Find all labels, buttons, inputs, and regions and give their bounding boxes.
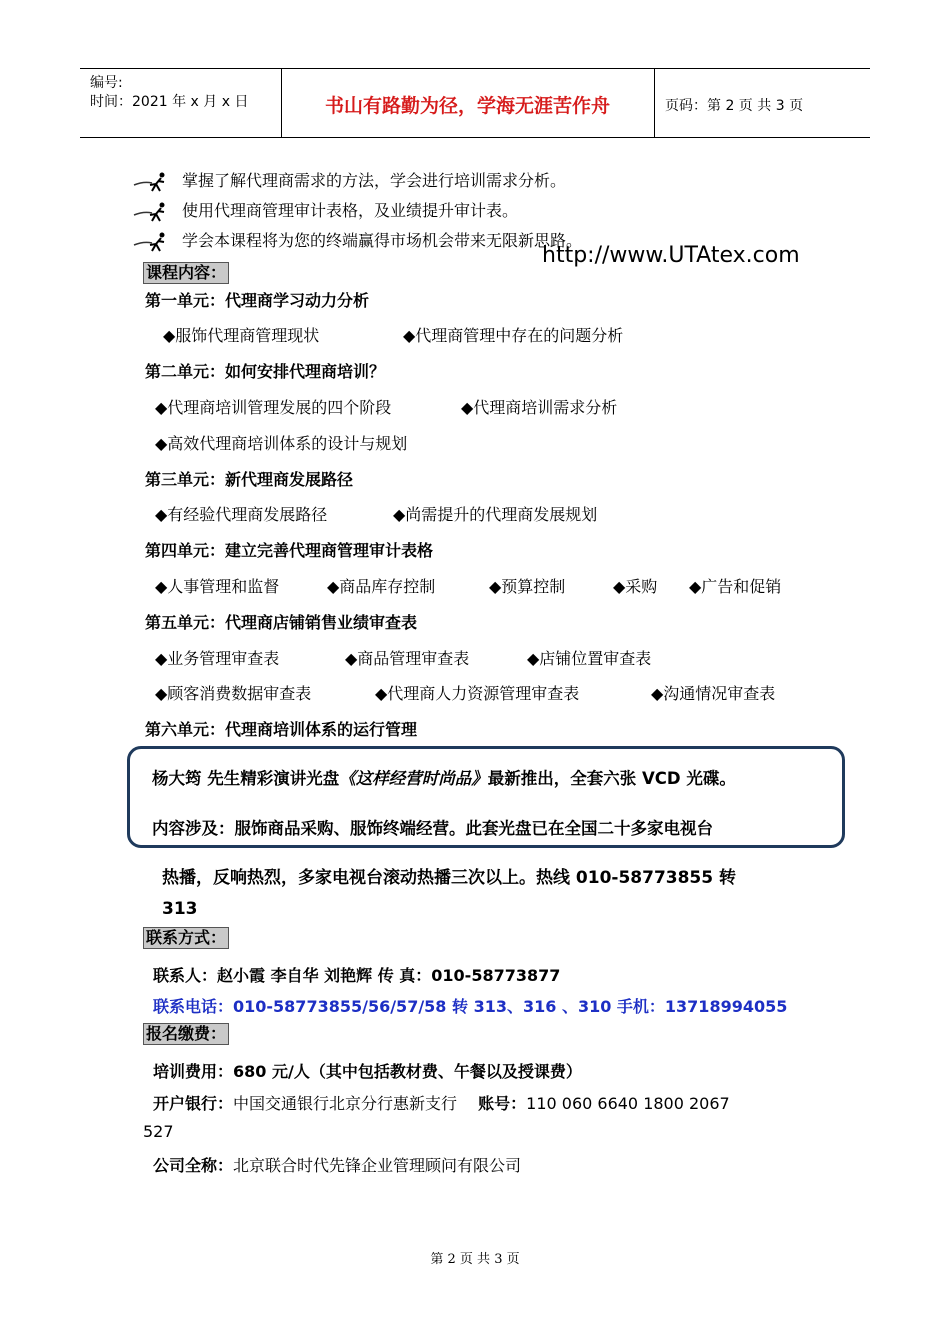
signup-heading: 报名缴费： [143,1023,229,1045]
contact-heading: 联系方式： [143,927,229,949]
runner-icon [132,171,174,193]
fee-line: 培训费用：680 元/人（其中包括教材费、午餐以及授课费） [153,1062,582,1081]
unit-item: ◆代理商管理中存在的问题分析 [403,326,624,345]
unit-item: ◆商品库存控制 [327,577,436,596]
goal-bullet [132,198,518,224]
page-label: 页码：第 2 页 共 3 页 [665,98,804,114]
account-continued: 527 [143,1122,174,1141]
unit-item: ◆顾客消费数据审查表 [155,684,312,703]
promo-release: 最新推出，全套六张 VCD 光碟。 [487,769,736,788]
header-left-cell [80,69,282,137]
promo-line-3: 热播，反响热烈，多家电视台滚动热播三次以上。热线 010-58773855 转 [162,868,737,888]
contact-persons: 联系人：赵小霞 李自华 刘艳辉 传 真：010-58773877 [153,966,561,985]
goal-text: 掌握了解代理商需求的方法，学会进行培训需求分析。 [182,171,567,190]
unit-item: ◆服饰代理商管理现状 [163,326,320,345]
unit-2-title: 第二单元：如何安排代理商培训？ [145,362,386,381]
company-label: 公司全称： [153,1156,234,1175]
code-label: 编号: [90,75,123,91]
unit-5-title: 第五单元：代理商店铺销售业绩审查表 [145,613,418,632]
motto: 书山有路勤为径，学海无涯苦作舟 [324,95,610,117]
unit-item: ◆业务管理审查表 [155,649,280,668]
unit-item: ◆预算控制 [489,577,566,596]
unit-item: ◆广告和促销 [689,577,782,596]
course-heading: 课程内容： [143,262,229,284]
account-value: 110 060 6640 1800 2067 [526,1094,730,1113]
promo-line-1 [152,765,736,789]
unit-1-title: 第一单元：代理商学习动力分析 [145,291,370,310]
unit-4-title: 第四单元：建立完善代理商管理审计表格 [145,541,434,560]
time-label: 时间：2021 年 x 月 x 日 [90,94,249,110]
promo-line-2: 内容涉及：服饰商品采购、服饰终端经营。此套光盘已在全国二十多家电视台 [152,819,713,838]
watermark-url: http://www.UTAtex.com [542,243,800,268]
company-line [153,1153,521,1176]
bank-label: 开户银行： [153,1094,234,1113]
promo-disc-title: 《这样经营时尚品》 [339,769,488,788]
unit-6-title: 第六单元：代理商培训体系的运行管理 [145,720,418,739]
runner-icon [132,201,174,223]
company-value: 北京联合时代先锋企业管理顾问有限公司 [233,1156,522,1175]
unit-3-title: 第三单元：新代理商发展路径 [145,470,354,489]
account-label: 账号： [478,1094,527,1113]
header-right-cell [654,69,871,137]
goal-text: 使用代理商管理审计表格，及业绩提升审计表。 [182,201,519,220]
unit-item: ◆商品管理审查表 [345,649,470,668]
unit-item: ◆店铺位置审查表 [527,649,652,668]
page-header [80,68,870,138]
promo-line-4: 313 [162,899,198,919]
goal-bullet [132,168,566,194]
goal-text: 学会本课程将为您的终端赢得市场机会带来无限新思路。 [182,231,583,250]
promo-speaker: 杨大筠 先生精彩演讲光盘 [152,769,340,788]
page-footer: 第 2 页 共 3 页 [430,1252,520,1267]
bank-line [153,1091,730,1114]
unit-item: ◆采购 [613,577,658,596]
bank-value: 中国交通银行北京分行惠新支行 [233,1094,458,1113]
unit-item: ◆代理商人力资源管理审查表 [375,684,580,703]
unit-item: ◆有经验代理商发展路径 [155,505,328,524]
unit-item: ◆高效代理商培训体系的设计与规划 [155,434,408,453]
promo-box [127,746,845,848]
contact-phone: 联系电话：010-58773855/56/57/58 转 313、316 、310 手机：13718994055 [153,997,788,1016]
unit-item: ◆人事管理和监督 [155,577,280,596]
goal-bullet [132,228,582,254]
unit-item: ◆代理商培训需求分析 [461,398,618,417]
unit-item: ◆尚需提升的代理商发展规划 [393,505,598,524]
runner-icon [132,231,174,253]
unit-item: ◆代理商培训管理发展的四个阶段 [155,398,392,417]
unit-item: ◆沟通情况审查表 [651,684,776,703]
